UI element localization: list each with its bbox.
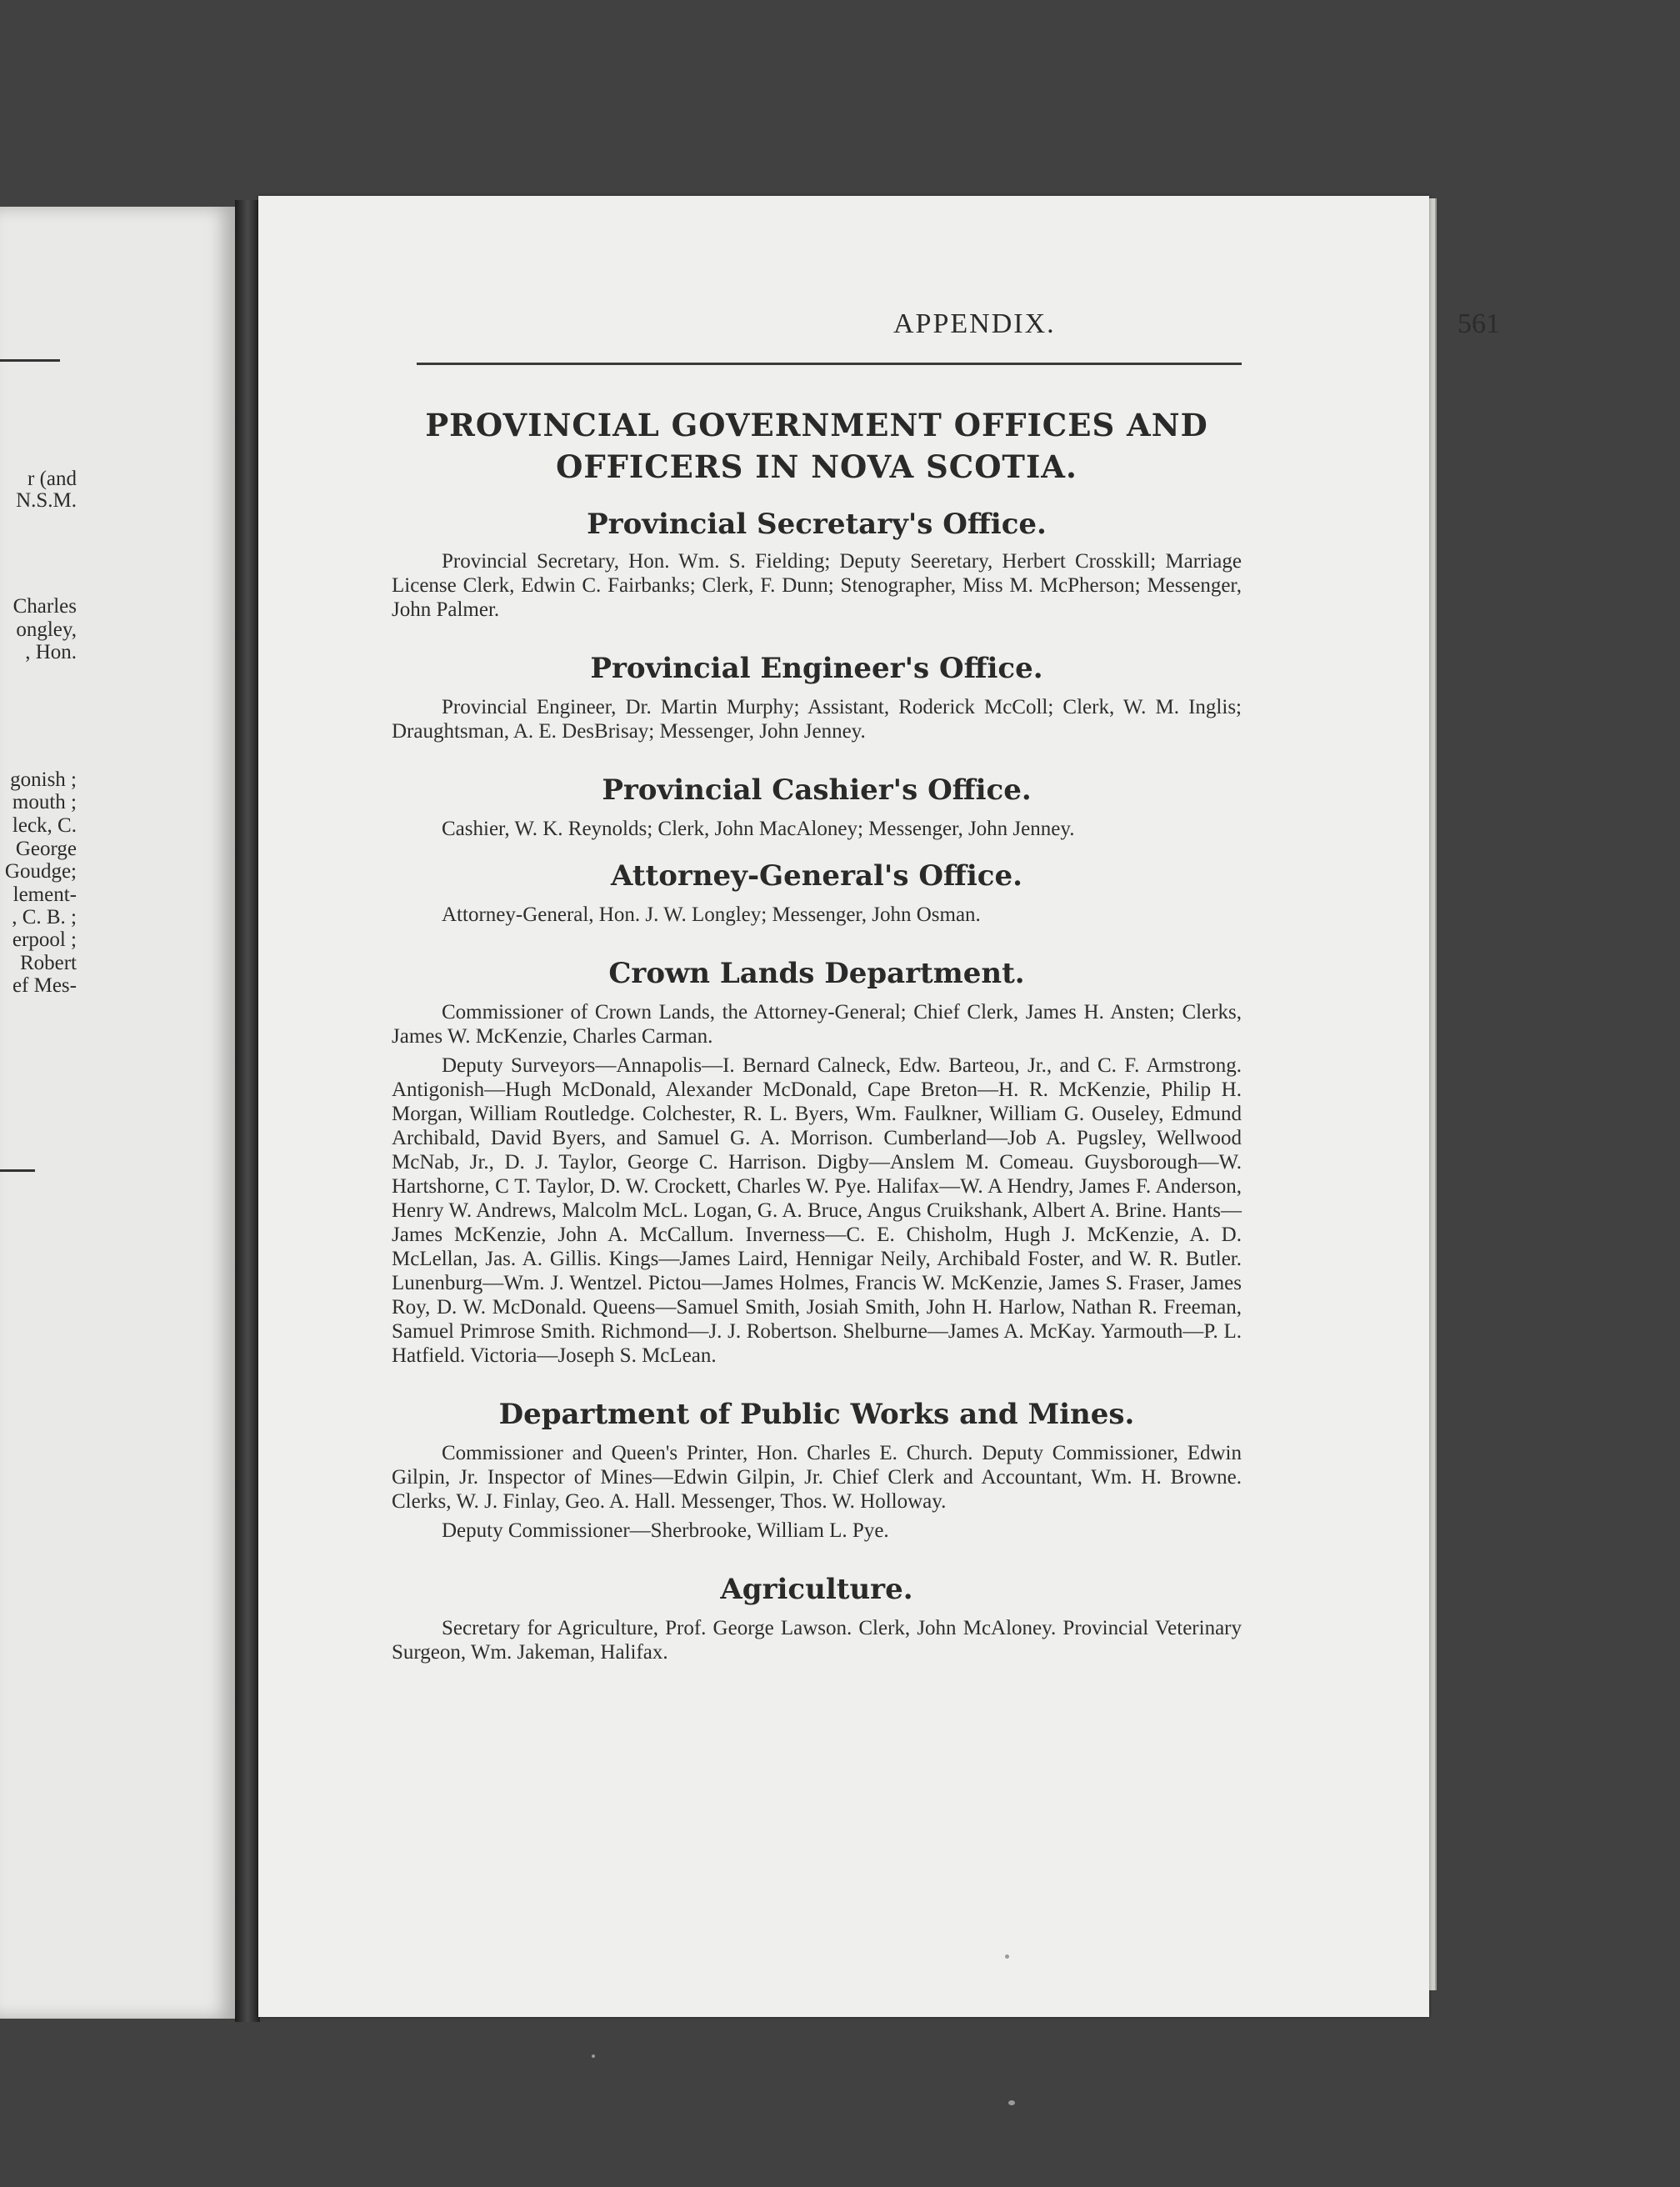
section-title: Agriculture. [720, 1573, 913, 1606]
section-paragraph: Provincial Engineer, Dr. Martin Murphy; Assistant, Roderick McColl; Clerk, W. M. Inglis; Draughtsman, A. E. DesBrisay; Messenger, John Jenney. [392, 696, 1242, 743]
section-agriculture [392, 1573, 1242, 1664]
section-crown-lands [392, 957, 1242, 1368]
section-attorney-general [392, 859, 1242, 927]
section-paragraph: Attorney-General, Hon. J. W. Longley; Messenger, John Osman. [442, 903, 981, 926]
left-page-fragment: Robert [19, 952, 77, 974]
page-title-line: PROVINCIAL GOVERNMENT OFFICES AND [425, 407, 1208, 443]
left-page-fragment: , C. B. ; [12, 906, 77, 928]
left-facing-page [0, 207, 235, 2019]
section-paragraph: Commissioner of Crown Lands, the Attorney-General; Chief Clerk, James H. Ansten; Clerks, James W. McKenzie, Charles Carman. [392, 1001, 1242, 1048]
scan-speck [1008, 2100, 1015, 2105]
section-title: Crown Lands Department. [608, 957, 1025, 990]
running-title: APPENDIX. [893, 308, 1056, 339]
left-page-fragment: gonish ; [10, 768, 77, 791]
book-gutter [235, 200, 260, 2022]
section-title: Provincial Cashier's Office. [602, 773, 1032, 807]
section-paragraph: Commissioner and Queen's Printer, Hon. Charles E. Church. Deputy Commissioner, Edwin Gilpin, Jr. Inspector of Mines—Edwin Gilpin, Jr. Chief Clerk and Accountant, Wm. H. Browne. Clerks, W. J. Finlay, Geo. A. Hall. Messenger, Thos. W. Holloway. [392, 1442, 1242, 1513]
main-page [258, 196, 1500, 2017]
page-number: 561 [1458, 308, 1500, 339]
left-page-header-rule [0, 359, 60, 362]
page-title-line: OFFICERS IN NOVA SCOTIA. [556, 448, 1078, 485]
section-provincial-cashier [392, 773, 1242, 841]
header-rule [417, 363, 1242, 365]
left-page-fragment: Charles [12, 595, 77, 618]
section-provincial-engineer [392, 652, 1242, 743]
section-paragraph: Deputy Surveyors—Annapolis—I. Bernard Calneck, Edw. Barteou, Jr., and C. F. Armstrong. Antigonish—Hugh McDonald, Alexander McDonald, Cape Breton—H. R. McKenzie, Philip H. Morgan, William Routledge. Colchester, R. L. Byers, Wm. Faulkner, William G. Ouseley, Edmund Archibald, David Byers, and Samuel G. A. Morrison. Cumberland—Job A. Pugsley, Wellwood McNab, Jr., D. J. Taylor, George C. Harrison. Digby—Anslem M. Comeau. Guysborough—W. Hartshorne, C T. Taylor, D. W. Crockett, Charles W. Pye. Halifax—W. A Hendry, James F. Anderson, Henry W. Andrews, Malcolm McL. Logan, G. A. Bruce, Angus Cruikshank, Albert A. Brine. Hants—James McKenzie, John A. McCallum. Inverness—C. E. Chisholm, Hugh J. McKenzie, A. D. McLellan, Jas. A. Gillis. Kings—James Laird, Hennigar Neily, Archibald Foster, and W. R. Butler. Lunenburg—Wm. J. Wentzel. Pictou—James Holmes, Francis W. McKenzie, James S. Fraser, James Roy, D. W. McDonald. Queens—Samuel Smith, Josiah Smith, John H. Harlow, Nathan R. Freeman, Samuel Primrose Smith. Richmond—J. J. Robertson. Shelburne—James A. McKay. Yarmouth—P. L. Hatfield. Victoria—Joseph S. McLean. [392, 1054, 1242, 1367]
section-title: Provincial Secretary's Office. [587, 508, 1047, 541]
scan-speck [592, 2054, 595, 2058]
left-page-rule [0, 1169, 35, 1172]
left-page-fragment: lement- [12, 883, 77, 906]
left-page-fragment: r (and [28, 468, 77, 490]
section-title: Provincial Engineer's Office. [590, 652, 1043, 685]
left-page-fragment: erpool ; [12, 928, 77, 951]
section-paragraph: Secretary for Agriculture, Prof. George Lawson. Clerk, John McAloney. Provincial Veterinary Surgeon, Wm. Jakeman, Halifax. [392, 1617, 1242, 1664]
left-page-fragment: mouth ; [12, 791, 77, 813]
left-page-fragment: , Hon. [25, 641, 77, 663]
section-title: Attorney-General's Office. [611, 859, 1022, 893]
section-title: Department of Public Works and Mines. [498, 1398, 1135, 1431]
left-page-fragment: ef Mes- [12, 974, 77, 997]
section-public-works-mines [392, 1398, 1242, 1543]
section-provincial-secretary [392, 508, 1242, 622]
left-page-fragment: leck, C. [12, 814, 77, 837]
scan-speck [1005, 1954, 1009, 1959]
page-title [392, 404, 1242, 488]
page-content [392, 404, 1242, 1664]
section-paragraph: Provincial Secretary, Hon. Wm. S. Fielding; Deputy Seeretary, Herbert Crosskill; Marriage License Clerk, Edwin C. Fairbanks; Clerk, F. Dunn; Stenographer, Miss M. McPherson; Messenger, John Palmer. [392, 550, 1242, 621]
section-paragraph: Cashier, W. K. Reynolds; Clerk, John MacAloney; Messenger, John Jenney. [442, 818, 1075, 840]
left-page-fragment: ongley, [16, 618, 77, 641]
left-page-fragment: N.S.M. [16, 489, 77, 512]
running-head [417, 308, 1508, 342]
left-page-fragment: George [15, 838, 77, 860]
left-page-fragment: Goudge; [4, 860, 77, 883]
section-paragraph: Deputy Commissioner—Sherbrooke, William L. Pye. [442, 1519, 889, 1542]
